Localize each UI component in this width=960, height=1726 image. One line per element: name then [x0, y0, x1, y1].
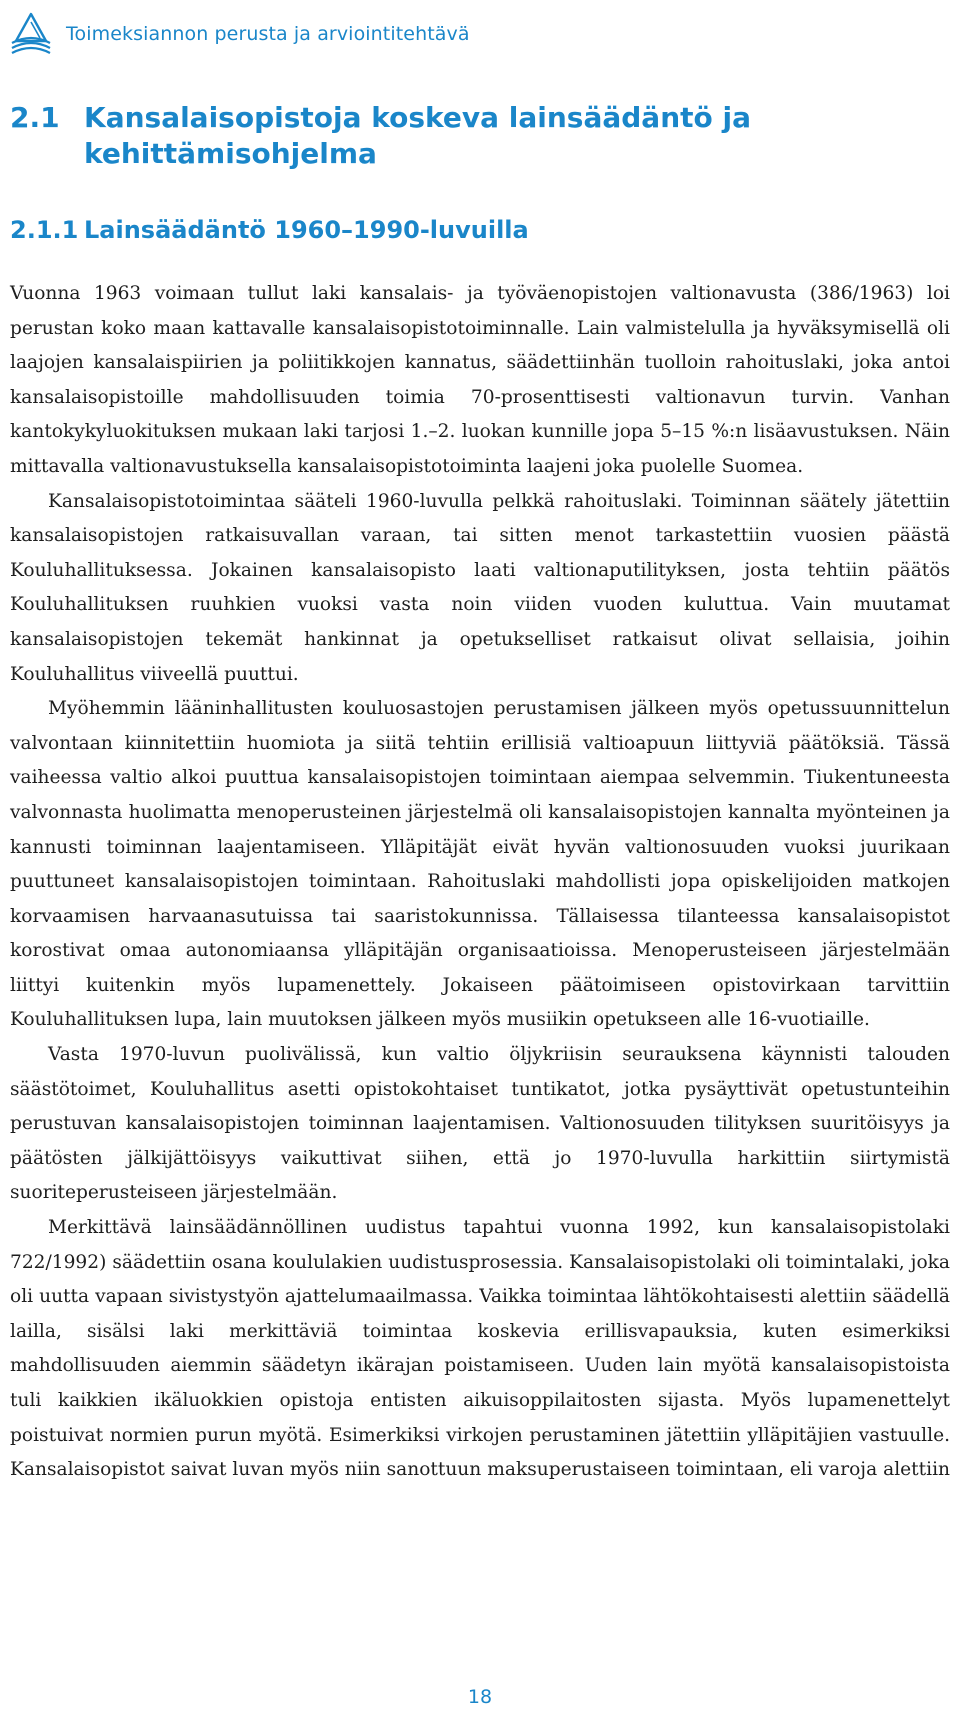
section-number: 2.1 [10, 101, 60, 134]
header-title: Toimeksiannon perusta ja arviointitehtävä [66, 23, 470, 45]
subsection-number: 2.1.1 [10, 216, 79, 244]
page-number: 18 [467, 1686, 493, 1708]
paragraph: Vuonna 1963 voimaan tullut laki kansalais- ja työväenopistojen valtionavusta (386/1963) loi perustan koko maan kattavalle kansalaisopistotoiminnalle. Lain valmistelulla ja hyväksymisellä oli laajojen kansalaispiirien ja poliitikkojen kannatus, säädettiinhän tuolloin rahoituslaki, joka antoi kansalaisopistoille mahdollisuuden toimia 70-prosenttisesti valtionavun turvin. Vanhan kantokykyluokituksen mukaan laki tarjosi 1.–2. luokan kunnille jopa 5–15 %:n lisäavustuksen. Näin mittavalla valtionavustuksella kansalaisopistotoiminta laajeni joka puolelle Suomea. [10, 283, 950, 477]
page-header [8, 6, 470, 62]
subsection-heading [10, 215, 529, 245]
paragraph: Myöhemmin lääninhallitusten kouluosastojen perustamisen jälkeen myös opetussuunnittelun valvontaan kiinnitettiin huomiota ja siitä tehtiin erillisiä valtioapuun liittyviä päätöksiä. Tässä vaiheessa valtio alkoi puuttua kansalaisopistojen toimintaan aiempaa selvemmin. Tiukentuneesta valvonnasta huolimatta menoperusteinen järjestelmä oli kansalaisopistojen kannalta myönteinen ja kannusti toiminnan laajentamiseen. Ylläpitäjät eivät hyvän valtionosuuden vuoksi juurikaan puuttuneet kansalaisopistojen toimintaan. Rahoituslaki mahdollisti jopa opiskelijoiden matkojen korvaamisen harvaanasutuissa tai saaristokunnissa. Tällaisessa tilanteessa kansalaisopistot korostivat omaa autonomiaansa ylläpitäjän organisaatioissa. Menoperusteiseen järjestelmään liittyi kuitenkin myös lupamenettely. Jokaiseen päätoimiseen opistovirkaan tarvittiin Kouluhallituksen lupa, lain muutoksen jälkeen myös musiikin opetukseen alle 16-vuotiaille. [10, 698, 950, 1031]
section-title: Kansalaisopistoja koskeva lainsäädäntö ja kehittämisohjelma [84, 101, 751, 170]
section-heading [10, 100, 940, 172]
paragraph: Vasta 1970-luvun puolivälissä, kun valtio öljykriisin seurauksena käynnisti talouden säästötoimet, Kouluhallitus asetti opistokohtaiset tuntikatot, jotka pysäyttivät opetustunteihin perustuvan kansalaisopistojen toiminnan laajentamisen. Valtionosuuden tilityksen suuritöisyys ja päätösten jälkijättöisyys vaikuttivat siihen, että jo 1970-luvulla harkittiin siirtymistä suoriteperusteiseen järjestelmään. [10, 1044, 950, 1204]
logo-icon [8, 11, 54, 57]
paragraph: Kansalaisopistotoimintaa sääteli 1960-luvulla pelkkä rahoituslaki. Toiminnan säätely jätettiin kansalaisopistojen ratkaisuvallan varaan, tai sitten menot tarkastettiin vuosien päästä Kouluhallituksessa. Jokainen kansalaisopisto laati valtionaputilityksen, josta tehtiin päätös Kouluhallituksen ruuhkien vuoksi vasta noin viiden vuoden kuluttua. Vain muutamat kansalaisopistojen tekemät hankinnat ja opetukselliset ratkaisut olivat sellaisia, joihin Kouluhallitus viiveellä puuttui. [10, 490, 950, 685]
subsection-title: Lainsäädäntö 1960–1990-luvuilla [84, 216, 529, 244]
paragraph: Merkittävä lainsäädännöllinen uudistus tapahtui vuonna 1992, kun kansalaisopistolaki 722/1992) säädettiin osana koululakien uudistusprosessia. Kansalaisopistolaki oli toimintalaki, joka oli uutta vapaan sivistystyön ajattelumaailmassa. Vaikka toimintaa lähtökohtaisesti alettiin säädellä lailla, sisälsi laki merkittäviä toimintaa koskevia erillisvapauksia, kuten esimerkiksi mahdollisuuden aiemmin säädetyn ikärajan poistamiseen. Uuden lain myötä kansalaisopistoista tuli kaikkien ikäluokkien opistoja entisten aikuisoppilaitosten sijasta. Myös lupamenettelyt poistuivat normien purun myötä. Esimerkiksi virkojen perustaminen jätettiin ylläpitäjien vastuulle. Kansalaisopistot saivat luvan myös niin sanottuun maksuperustaiseen toimintaan, eli varoja alettiin [10, 1217, 950, 1481]
body-text [10, 277, 950, 1488]
